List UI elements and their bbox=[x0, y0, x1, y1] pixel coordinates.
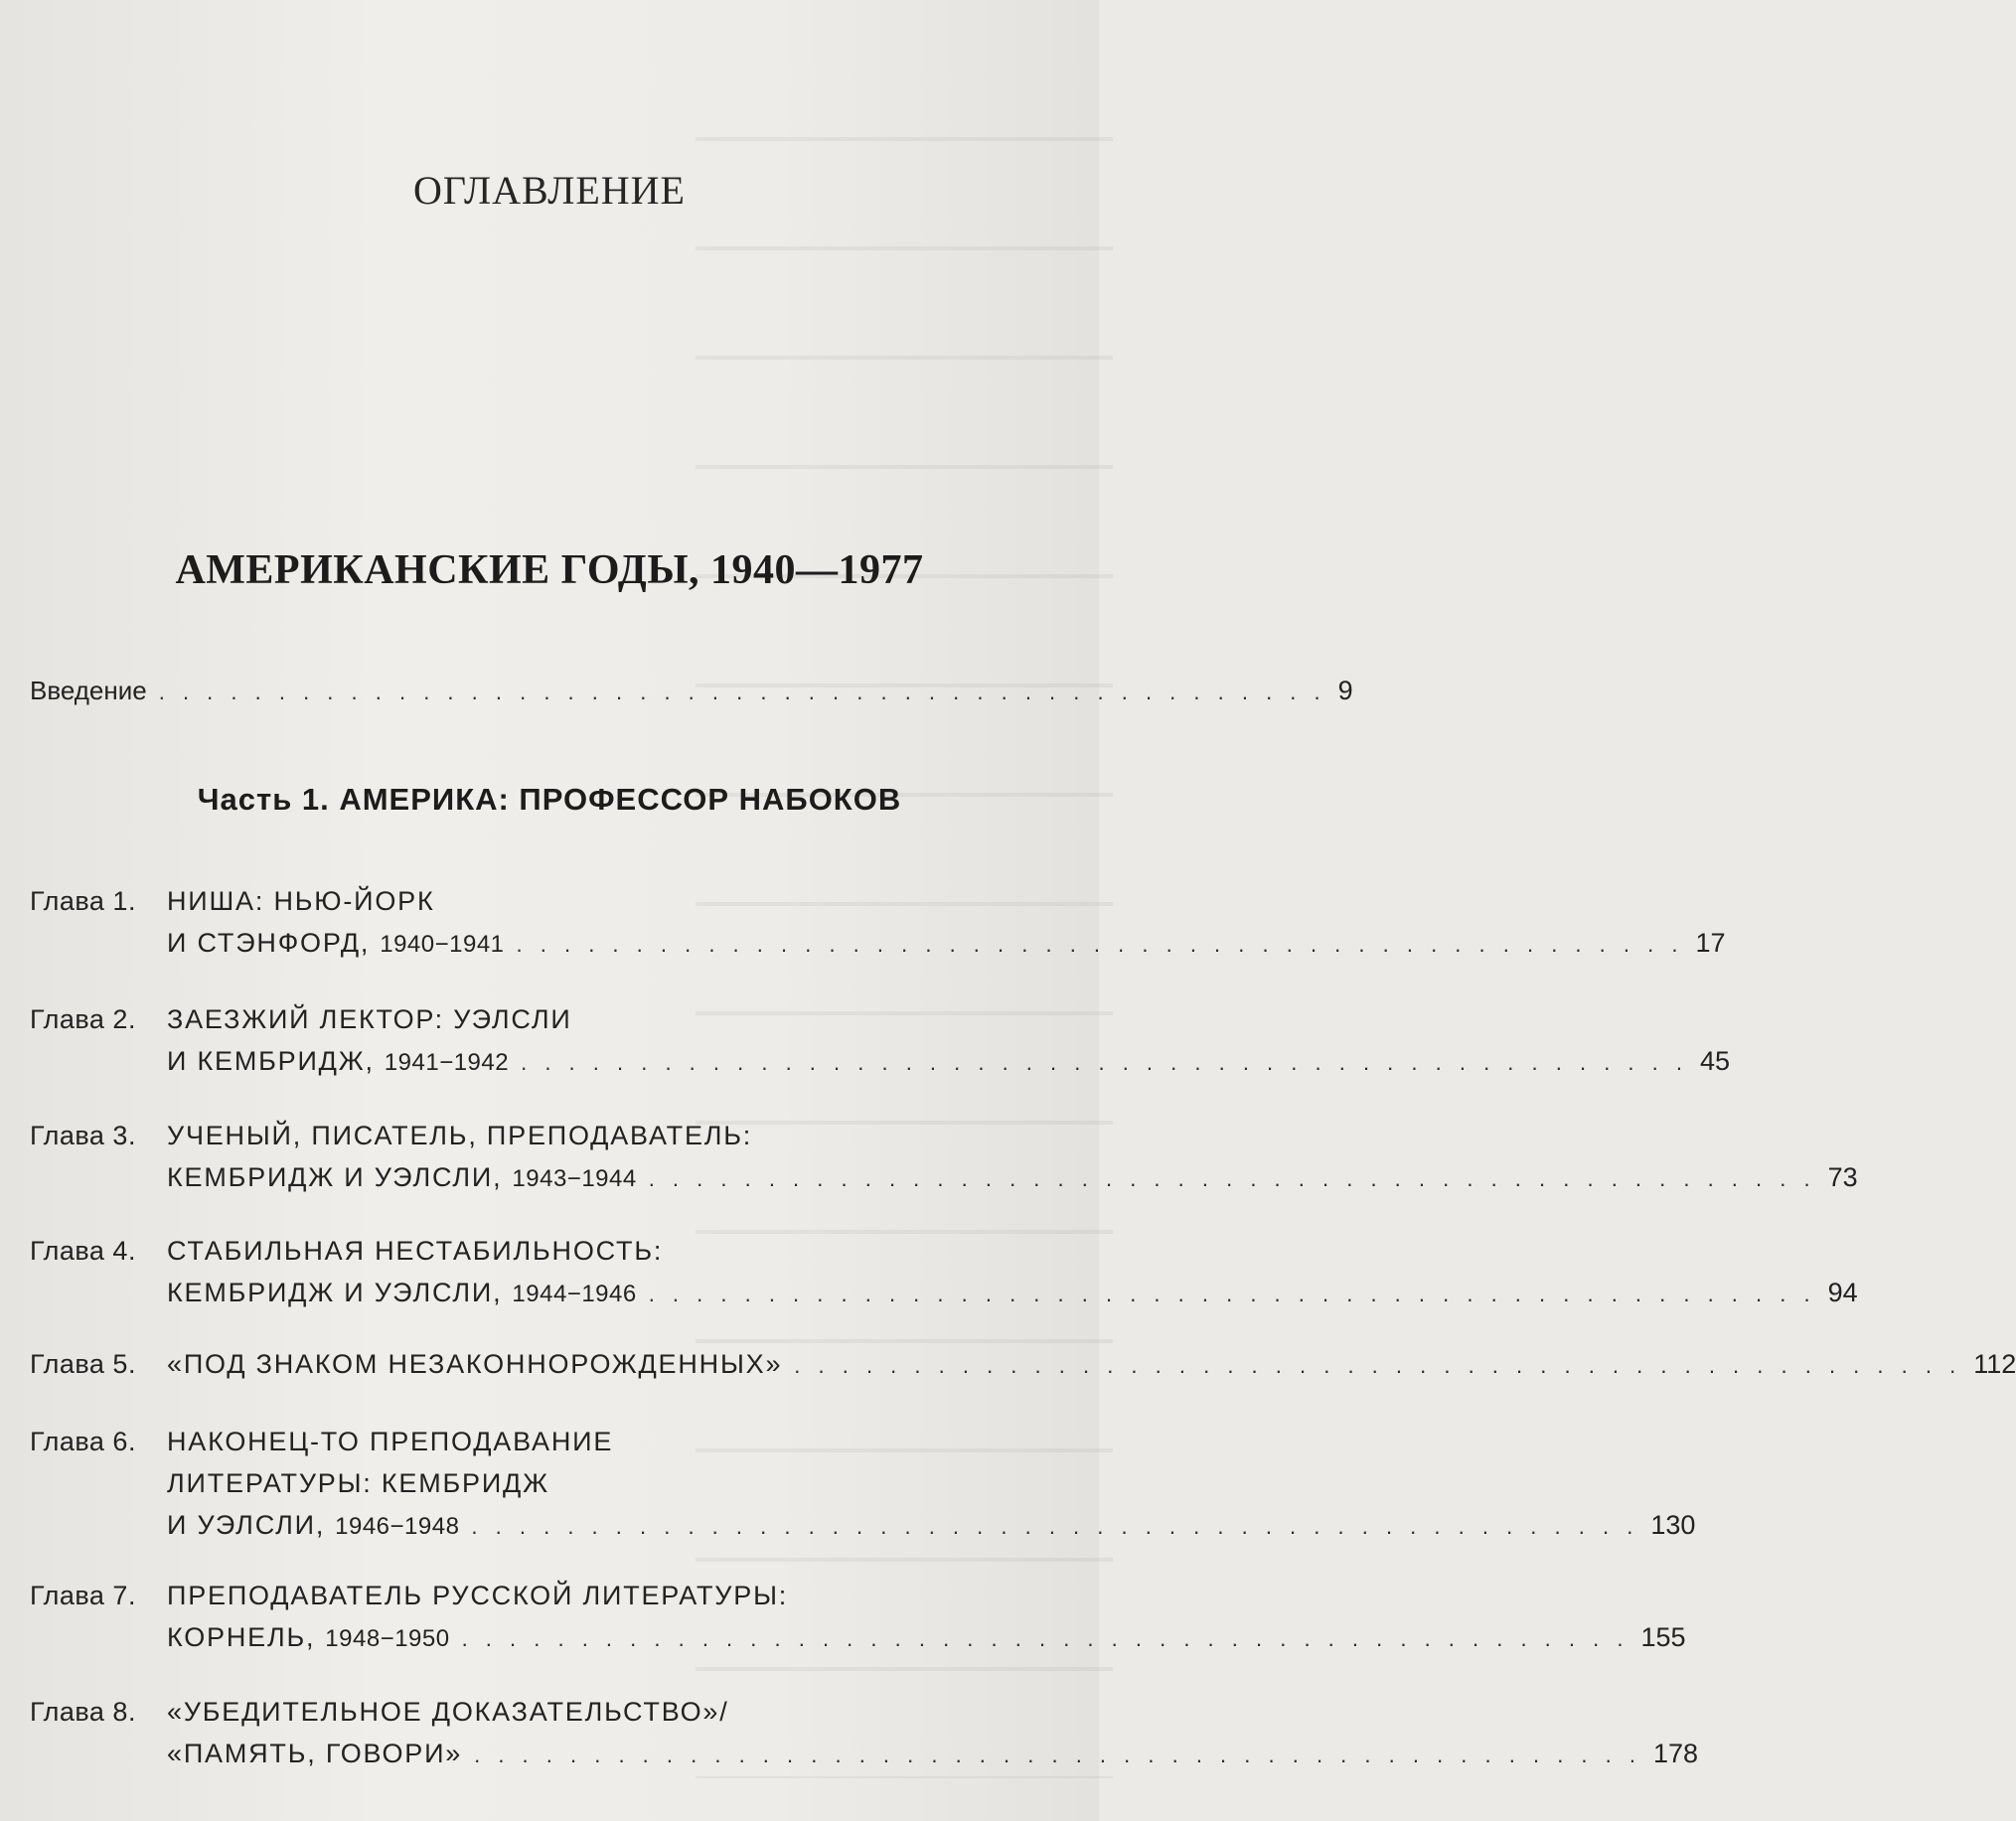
chapter-title: ПРЕПОДАВАТЕЛЬ РУССКОЙ ЛИТЕРАТУРЫ: bbox=[167, 1581, 789, 1610]
chapter-years: 1946−1948 bbox=[335, 1513, 460, 1540]
chapter-label: Глава 4. bbox=[30, 1236, 136, 1266]
chapter-label: Глава 5. bbox=[30, 1349, 136, 1379]
toc-entry-chapter-6[interactable] bbox=[30, 1421, 1696, 1548]
page-number: 112 bbox=[1973, 1349, 2016, 1379]
chapter-label: Глава 3. bbox=[30, 1121, 136, 1150]
chapter-years: 1941−1942 bbox=[384, 1049, 510, 1076]
chapter-title: «ПОД ЗНАКОМ НЕЗАКОННОРОЖДЕННЫХ» bbox=[167, 1349, 783, 1379]
leader-dots: . . . . . . . . . . . . . . . . . . . . . . . . . . . . . . . . . . . . . . . . . . . . . . . . . bbox=[794, 1353, 1962, 1378]
leader-dots: . . . . . . . . . . . . . . . . . . . . . . . . . . . . . . . . . . . . . . . . . . . . . . . . . bbox=[648, 1166, 1816, 1191]
chapter-title: СТАБИЛЬНАЯ НЕСТАБИЛЬНОСТЬ: bbox=[167, 1236, 664, 1266]
leader-dots: . . . . . . . . . . . . . . . . . . . . . . . . . . . . . . . . . . . . . . . . . . . . . . . . . bbox=[521, 1050, 1688, 1075]
leader-dots: . . . . . . . . . . . . . . . . . . . . . . . . . . . . . . . . . . . . . . . . . . . . . . . . . bbox=[648, 1282, 1816, 1306]
chapter-title: НИША: НЬЮ-ЙОРК bbox=[167, 886, 435, 916]
chapter-title: «ПАМЯТЬ, ГОВОРИ» bbox=[167, 1739, 463, 1768]
leader-dots: . . . . . . . . . . . . . . . . . . . . . . . . . . . . . . . . . . . . . . . . . . . . . . . . . bbox=[158, 680, 1326, 704]
chapter-title: НАКОНЕЦ-ТО ПРЕПОДАВАНИЕ bbox=[167, 1427, 614, 1456]
toc-entry-chapter-4[interactable] bbox=[30, 1230, 1858, 1315]
chapter-title: КЕМБРИДЖ И УЭЛСЛИ, bbox=[167, 1162, 503, 1192]
page-number: 17 bbox=[1695, 928, 1726, 958]
toc-entry-chapter-3[interactable] bbox=[30, 1115, 1858, 1200]
page-number: 94 bbox=[1827, 1278, 1858, 1307]
chapter-title: «УБЕДИТЕЛЬНОЕ ДОКАЗАТЕЛЬСТВО»/ bbox=[167, 1697, 729, 1727]
chapter-years: 1944−1946 bbox=[512, 1281, 637, 1307]
leader-dots: . . . . . . . . . . . . . . . . . . . . . . . . . . . . . . . . . . . . . . . . . . . . . . . . . bbox=[471, 1514, 1639, 1539]
page-number: 9 bbox=[1337, 676, 1353, 705]
page-number: 73 bbox=[1827, 1162, 1858, 1192]
chapter-years: 1943−1944 bbox=[512, 1165, 637, 1192]
page-number: 178 bbox=[1653, 1739, 1699, 1768]
intro-label: Введение bbox=[30, 676, 147, 705]
part-title: Часть 1. АМЕРИКА: ПРОФЕССОР НАБОКОВ bbox=[197, 782, 902, 817]
chapter-label: Глава 8. bbox=[30, 1697, 136, 1727]
toc-entry-chapter-8[interactable] bbox=[30, 1691, 1699, 1776]
toc-heading: ОГЛАВЛЕНИЕ bbox=[413, 168, 686, 213]
toc-entry-chapter-1[interactable] bbox=[30, 880, 1726, 966]
toc-entry-chapter-2[interactable] bbox=[30, 998, 1731, 1084]
chapter-label: Глава 2. bbox=[30, 1004, 136, 1034]
toc-entry-chapter-7[interactable] bbox=[30, 1575, 1686, 1660]
page-number: 45 bbox=[1700, 1046, 1731, 1076]
toc-entry-intro[interactable] bbox=[30, 670, 1353, 713]
chapter-label: Глава 1. bbox=[30, 886, 136, 916]
leader-dots: . . . . . . . . . . . . . . . . . . . . . . . . . . . . . . . . . . . . . . . . . . . . . . . . . bbox=[461, 1626, 1629, 1651]
section-title: АМЕРИКАНСКИЕ ГОДЫ, 1940—1977 bbox=[175, 547, 924, 593]
chapter-label: Глава 6. bbox=[30, 1427, 136, 1456]
chapter-years: 1940−1941 bbox=[380, 931, 505, 958]
toc-entry-chapter-5[interactable] bbox=[30, 1343, 2016, 1387]
chapter-title: И СТЭНФОРД, bbox=[167, 928, 371, 958]
leader-dots: . . . . . . . . . . . . . . . . . . . . . . . . . . . . . . . . . . . . . . . . . . . . . . . . . bbox=[516, 932, 1684, 957]
page-number: 130 bbox=[1650, 1510, 1696, 1540]
chapter-title: ЗАЕЗЖИЙ ЛЕКТОР: УЭЛСЛИ bbox=[167, 1004, 572, 1034]
chapter-title: УЧЕНЫЙ, ПИСАТЕЛЬ, ПРЕПОДАВАТЕЛЬ: bbox=[167, 1121, 753, 1150]
page-number: 155 bbox=[1640, 1622, 1686, 1652]
chapter-title: КЕМБРИДЖ И УЭЛСЛИ, bbox=[167, 1278, 503, 1307]
chapter-years: 1948−1950 bbox=[325, 1625, 450, 1652]
chapter-title: ЛИТЕРАТУРЫ: КЕМБРИДЖ bbox=[167, 1468, 549, 1498]
chapter-title: И УЭЛСЛИ, bbox=[167, 1510, 326, 1540]
chapter-title: И КЕМБРИДЖ, bbox=[167, 1046, 375, 1076]
chapter-title: КОРНЕЛЬ, bbox=[167, 1622, 316, 1652]
chapter-label: Глава 7. bbox=[30, 1581, 136, 1610]
leader-dots: . . . . . . . . . . . . . . . . . . . . . . . . . . . . . . . . . . . . . . . . . . . . . . . . . bbox=[474, 1743, 1641, 1767]
